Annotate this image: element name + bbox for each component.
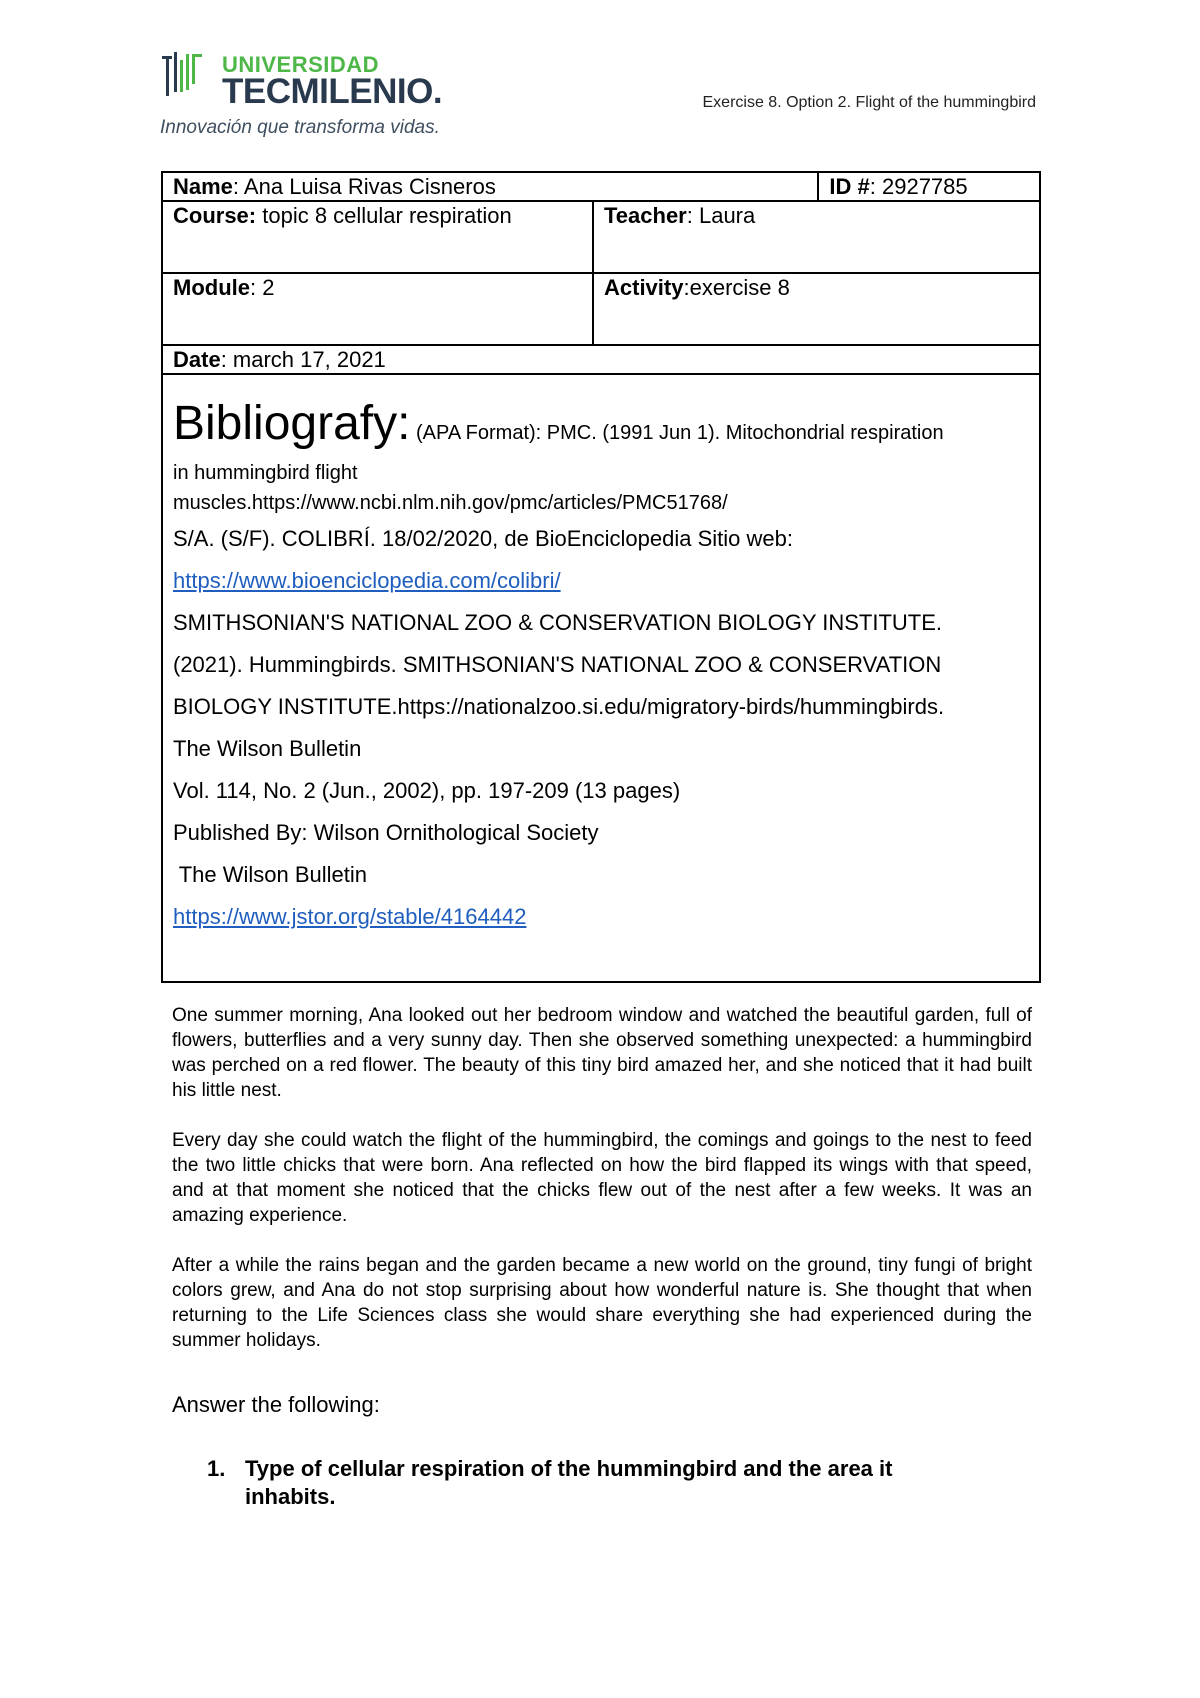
id-cell (818, 172, 1040, 201)
teacher-cell (593, 201, 1040, 273)
module-cell (162, 273, 593, 345)
course-label: Course: (173, 203, 257, 228)
name-cell (162, 172, 818, 201)
ref4-line1: The Wilson Bulletin (173, 736, 362, 761)
ref2-link[interactable]: https://www.bioenciclopedia.com/colibri/ (173, 568, 561, 593)
question-1-text: Type of cellular respiration of the hummingbird and the area it inhabits. (245, 1456, 893, 1509)
activity-label: Activity (604, 275, 684, 300)
id-label: ID # (829, 174, 870, 199)
ref1-part1: (APA Format): PMC. (1991 Jun 1). Mitochondrial respiration (410, 422, 944, 444)
ref4-line4: The Wilson Bulletin (173, 862, 368, 887)
logo-line2: TECMILENIO. (222, 72, 443, 111)
ref4-link[interactable]: https://www.jstor.org/stable/4164442 (173, 904, 527, 929)
teacher-label: Teacher (604, 203, 687, 228)
id-value: : 2927785 (869, 174, 968, 199)
university-logo (160, 50, 443, 140)
module-label: Module (173, 275, 250, 300)
ref3-line2: (2021). Hummingbirds. SMITHSONIAN'S NATIONAL ZOO & CONSERVATION (173, 652, 942, 677)
module-value: : 2 (250, 275, 275, 300)
exercise-title: Exercise 8. Option 2. Flight of the hummingbird (702, 94, 1036, 111)
date-cell (162, 345, 1040, 374)
bibliography-cell (162, 374, 1040, 982)
ref4-line3: Published By: Wilson Ornithological Society (173, 820, 599, 845)
ref2-text: S/A. (S/F). COLIBRÍ. 18/02/2020, de BioEnciclopedia Sitio web: (173, 526, 793, 551)
logo-mark-icon (160, 50, 220, 100)
activity-value: :exercise 8 (683, 275, 790, 300)
ref3-line3: BIOLOGY INSTITUTE.https://nationalzoo.si.edu/migratory-birds/hummingbirds. (173, 694, 945, 719)
logo-tagline: Innovación que transforma vidas. (160, 117, 440, 138)
activity-cell (593, 273, 1040, 345)
teacher-value: : Laura (686, 203, 756, 228)
logo-line1: UNIVERSIDAD (222, 52, 380, 77)
ref1-part3: muscles.https://www.ncbi.nlm.nih.gov/pmc/articles/PMC51768/ (173, 492, 728, 514)
date-label: Date (173, 347, 221, 372)
question-1-number: 1. (207, 1456, 226, 1481)
course-cell (162, 201, 593, 273)
course-value: topic 8 cellular respiration (256, 203, 512, 228)
question-1 (207, 1455, 987, 1511)
ref1-part2: in hummingbird flight (173, 462, 358, 484)
name-value: : Ana Luisa Rivas Cisneros (232, 174, 496, 199)
student-info-table (161, 171, 1041, 983)
story-paragraph-1: One summer morning, Ana looked out her bedroom window and watched the beautiful garden, full of flowers, butterflies and a very sunny day. Then she observed something unexpected: a hummingbird was perched on a red flower. The beauty of this tiny bird amazed her, and she noticed that it had built his little nest. (172, 1005, 1032, 1101)
story-paragraph-3: After a while the rains began and the garden became a new world on the ground, tiny fungi of bright colors grew, and Ana do not stop surprising about how wonderful nature is. She thought that when returning to the Life Sciences class she would share everything she had experienced during the summer holidays. (172, 1255, 1032, 1351)
story-paragraph-2: Every day she could watch the flight of the hummingbird, the comings and goings to the nest to feed the two little chicks that were born. Ana reflected on how the bird flapped its wings with that speed, and at that moment she noticed that the chicks flew out of the nest after a few weeks. It was an amazing experience. (172, 1130, 1032, 1226)
answer-intro: Answer the following: (172, 1392, 380, 1417)
story-text (172, 1003, 1032, 1378)
ref4-line2: Vol. 114, No. 2 (Jun., 2002), pp. 197-209 (13 pages) (173, 778, 681, 803)
bibliography-title: Bibliografy: (173, 397, 411, 450)
bibliography-heading (173, 399, 1029, 458)
ref3-line1: SMITHSONIAN'S NATIONAL ZOO & CONSERVATION BIOLOGY INSTITUTE. (173, 610, 943, 635)
name-label: Name (173, 174, 233, 199)
date-value: : march 17, 2021 (220, 347, 386, 372)
